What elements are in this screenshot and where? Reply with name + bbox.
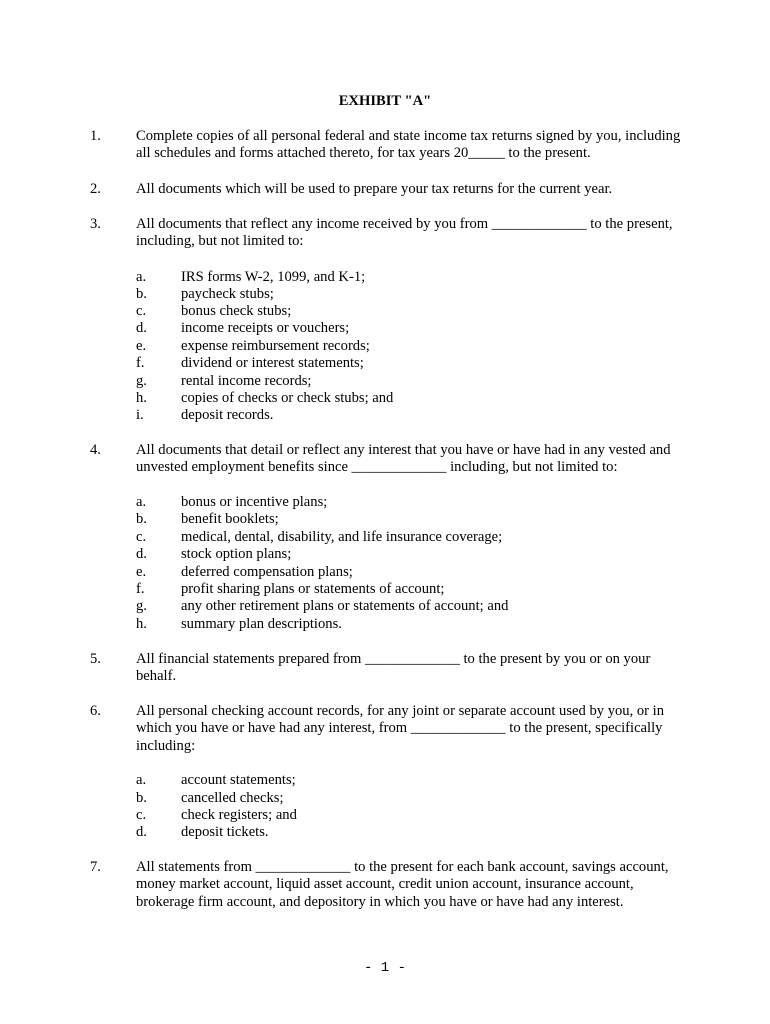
sub-letter: a.	[136, 269, 147, 285]
sub-letter: c.	[136, 529, 147, 545]
list-item-7	[90, 859, 690, 911]
sub-letter: h.	[136, 616, 147, 632]
item-text: All financial statements prepared from _____________ to the present by you or on your behalf.	[136, 651, 651, 685]
sub-item	[136, 355, 696, 372]
item-text: Complete copies of all personal federal and state income tax returns signed by you, including all schedules and forms attached thereto, for tax years 20_____ to the present.	[136, 128, 681, 162]
sub-item	[136, 320, 696, 337]
sub-letter: a.	[136, 494, 147, 510]
sub-item	[136, 598, 696, 615]
sub-text: account statements;	[181, 772, 296, 788]
sub-letter: g.	[136, 598, 147, 614]
list-item-6	[90, 703, 690, 755]
sub-text: any other retirement plans or statements of account; and	[181, 598, 509, 614]
sub-text: IRS forms W-2, 1099, and K-1;	[181, 269, 366, 285]
sub-letter: e.	[136, 564, 147, 580]
sub-letter: b.	[136, 511, 147, 527]
sub-item	[136, 269, 696, 286]
page-title: EXHIBIT "A"	[338, 93, 432, 109]
item-text: All personal checking account records, for any joint or separate account used by you, or in which you have or have had any interest, from _____________ to the present, specifically including:	[136, 703, 665, 754]
sub-letter: g.	[136, 373, 147, 389]
item-number: 3.	[90, 216, 101, 232]
sub-text: rental income records;	[181, 373, 312, 389]
list-item-2	[90, 181, 690, 198]
list-item-3	[90, 216, 690, 251]
sub-letter: h.	[136, 390, 147, 406]
sub-item	[136, 807, 696, 824]
list-item-4	[90, 442, 690, 477]
sub-letter: b.	[136, 286, 147, 302]
sub-text: deposit tickets.	[181, 824, 269, 840]
list-item-1	[90, 128, 690, 163]
sub-item	[136, 407, 696, 424]
sub-text: medical, dental, disability, and life insurance coverage;	[181, 529, 503, 545]
sub-item	[136, 511, 696, 528]
sub-item	[136, 772, 696, 789]
sub-text: bonus check stubs;	[181, 303, 292, 319]
sub-text: dividend or interest statements;	[181, 355, 364, 371]
sub-text: check registers; and	[181, 807, 297, 823]
sub-letter: f.	[136, 581, 145, 597]
item-text: All documents which will be used to prepare your tax returns for the current year.	[136, 181, 613, 197]
sub-text: bonus or incentive plans;	[181, 494, 328, 510]
list-item-5	[90, 651, 690, 686]
sub-text: benefit booklets;	[181, 511, 279, 527]
sub-letter: d.	[136, 824, 147, 840]
sub-item	[136, 616, 696, 633]
sub-letter: f.	[136, 355, 145, 371]
sub-text: income receipts or vouchers;	[181, 320, 350, 336]
sub-letter: c.	[136, 303, 147, 319]
item-text: All documents that detail or reflect any interest that you have or have had in any vested and unvested employment benefits since _____________ including, but not limited to:	[136, 442, 671, 476]
sub-item	[136, 390, 696, 407]
sub-item	[136, 529, 696, 546]
sub-text: copies of checks or check stubs; and	[181, 390, 394, 406]
item-number: 6.	[90, 703, 101, 719]
sub-item	[136, 338, 696, 355]
sub-text: deferred compensation plans;	[181, 564, 353, 580]
sub-text: summary plan descriptions.	[181, 616, 342, 632]
sub-item	[136, 790, 696, 807]
item-text: All statements from _____________ to the present for each bank account, savings account, money market account, liquid asset account, credit union account, insurance account, brokerage firm account, and depository in which you have or have had any interest.	[136, 859, 669, 910]
item-number: 7.	[90, 859, 101, 875]
item-text: All documents that reflect any income received by you from _____________ to the present, including, but not limited to:	[136, 216, 673, 250]
sub-letter: d.	[136, 546, 147, 562]
page-number: - 1 -	[363, 960, 406, 976]
sub-text: stock option plans;	[181, 546, 292, 562]
sub-letter: d.	[136, 320, 147, 336]
sub-letter: i.	[136, 407, 144, 423]
sub-letter: c.	[136, 807, 147, 823]
item-number: 4.	[90, 442, 101, 458]
sub-item	[136, 546, 696, 563]
sub-text: paycheck stubs;	[181, 286, 274, 302]
item-number: 5.	[90, 651, 101, 667]
sub-text: profit sharing plans or statements of account;	[181, 581, 445, 597]
sub-letter: a.	[136, 772, 147, 788]
sub-text: expense reimbursement records;	[181, 338, 370, 354]
sub-text: deposit records.	[181, 407, 274, 423]
sub-item	[136, 824, 696, 841]
sub-item	[136, 494, 696, 511]
sub-item	[136, 564, 696, 581]
sub-item	[136, 373, 696, 390]
sub-letter: b.	[136, 790, 147, 806]
item-number: 1.	[90, 128, 101, 144]
item-number: 2.	[90, 181, 101, 197]
sub-letter: e.	[136, 338, 147, 354]
sub-item	[136, 581, 696, 598]
sub-text: cancelled checks;	[181, 790, 284, 806]
sub-item	[136, 303, 696, 320]
sub-item	[136, 286, 696, 303]
